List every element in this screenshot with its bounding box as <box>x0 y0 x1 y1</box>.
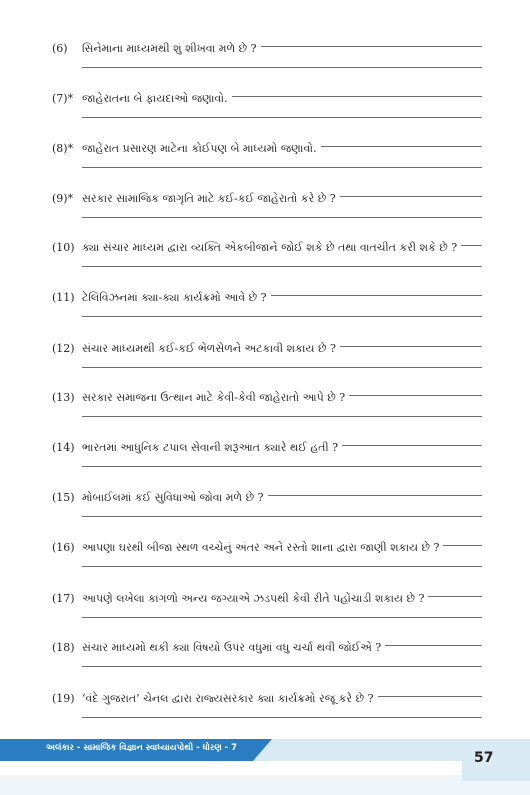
question-item <box>0 291 530 331</box>
answer-line[interactable] <box>378 696 483 697</box>
question-text: આપણે લખેલા કાગળો અન્ય જગ્યાએ ઝડપથી કેવી રીતે પહોંચાડી શકાય છે ? <box>82 592 425 605</box>
question-item <box>0 142 530 182</box>
answer-line[interactable] <box>82 316 482 317</box>
answer-line[interactable] <box>340 346 482 347</box>
question-text: સરકાર સમાજના ઉત્થાન માટે કેવી-કેવી જાહેરાતો આપે છે ? <box>82 391 346 404</box>
answer-line[interactable] <box>82 117 482 118</box>
answer-line[interactable] <box>82 717 482 718</box>
question-item <box>0 441 530 481</box>
question-text: ભારતમાં આધુનિક ટપાલ સેવાની શરૂઆત ક્યારે થઈ હતી ? <box>82 441 339 454</box>
question-item <box>0 641 530 681</box>
question-text: ક્યા સંચાર માધ્યમ દ્વારા વ્યક્તિ એકબીજાને જોઈ શકે છે તથા વાતચીત કરી શકે છે ? <box>82 241 458 254</box>
question-text: સરકાર સામાજિક જાગૃતિ માટે કઈ-કઈ જાહેરાતો કરે છે ? <box>82 192 336 205</box>
question-item <box>0 692 530 732</box>
question-number: (12) <box>52 342 75 355</box>
question-item <box>0 42 530 82</box>
question-number: (13) <box>52 391 75 404</box>
question-item <box>0 192 530 232</box>
answer-line[interactable] <box>82 466 482 467</box>
answer-line[interactable] <box>82 666 482 667</box>
answer-line[interactable] <box>82 516 482 517</box>
question-number: (16) <box>52 541 75 554</box>
answer-line[interactable] <box>82 266 482 267</box>
question-number: (8)* <box>52 142 74 155</box>
answer-line[interactable] <box>82 167 482 168</box>
answer-line[interactable] <box>271 295 482 296</box>
answer-line[interactable] <box>232 96 483 97</box>
question-text: ‘વંદે ગુજરાત’ ચેનલ દ્વારા રાજ્યસરકાર ક્યા કાર્યક્રમો રજૂ કરે છે ? <box>82 692 374 705</box>
answer-line[interactable] <box>385 645 482 646</box>
question-number: (18) <box>52 641 75 654</box>
question-item <box>0 342 530 382</box>
footer-strip <box>0 775 530 795</box>
question-text: ટેલિવિઝનમાં ક્યા-ક્યા કાર્યક્રમો આવે છે ? <box>82 291 267 304</box>
answer-line[interactable] <box>340 196 482 197</box>
question-item <box>0 541 530 581</box>
question-item <box>0 391 530 431</box>
answer-line[interactable] <box>461 245 482 246</box>
question-number: (15) <box>52 491 75 504</box>
book-title: અલંકાર - સામાજિક વિજ્ઞાન સ્વાધ્યાયપોથી - ધોરણ - 7 <box>46 743 238 753</box>
question-text: મોબાઈલમાં કઈ સુવિધાઓ જોવા મળે છે ? <box>82 491 264 504</box>
question-item <box>0 592 530 632</box>
answer-line[interactable] <box>82 217 482 218</box>
question-text: સંચાર માધ્યમથી કઈ-કઈ ભેળસેળને અટકાવી શકાય છે ? <box>82 342 336 355</box>
question-number: (10) <box>52 241 75 254</box>
question-text: જાહેરાત પ્રસારણ માટેના કોઈપણ બે માધ્યમો જણાવો. <box>82 142 317 155</box>
question-item <box>0 241 530 281</box>
answer-line[interactable] <box>82 416 482 417</box>
question-text: સંચાર માધ્યમો થકી ક્યા વિષયો ઉપર વધુમાં વધુ ચર્ચા થવી જોઈએ ? <box>82 641 382 654</box>
page-number-box <box>462 747 530 781</box>
question-number: (14) <box>52 441 75 454</box>
answer-line[interactable] <box>428 596 482 597</box>
question-text: જાહેરાતના બે ફાયદાઓ જણાવો. <box>82 92 228 105</box>
question-item <box>0 491 530 531</box>
page-footer <box>0 739 530 795</box>
answer-line[interactable] <box>321 146 482 147</box>
answer-line[interactable] <box>268 495 482 496</box>
answer-line[interactable] <box>443 545 482 546</box>
question-text: સિનેમાના માધ્યમથી શું શીખવા મળે છે ? <box>82 42 257 55</box>
answer-line[interactable] <box>261 46 482 47</box>
page-number: 57 <box>474 750 494 766</box>
answer-line[interactable] <box>82 67 482 68</box>
answer-line[interactable] <box>349 395 482 396</box>
question-text: આપણા ઘરથી બીજા સ્થળ વચ્ચેનું અંતર અને રસ્તો શાના દ્વારા જાણી શકાય છે ? <box>82 541 440 554</box>
question-number: (19) <box>52 692 75 705</box>
question-number: (11) <box>52 291 75 304</box>
question-item <box>0 92 530 132</box>
question-number: (6) <box>52 42 68 55</box>
question-number: (7)* <box>52 92 74 105</box>
answer-line[interactable] <box>342 445 482 446</box>
answer-line[interactable] <box>82 566 482 567</box>
question-number: (9)* <box>52 192 74 205</box>
question-number: (17) <box>52 592 75 605</box>
answer-line[interactable] <box>82 367 482 368</box>
answer-line[interactable] <box>82 617 482 618</box>
